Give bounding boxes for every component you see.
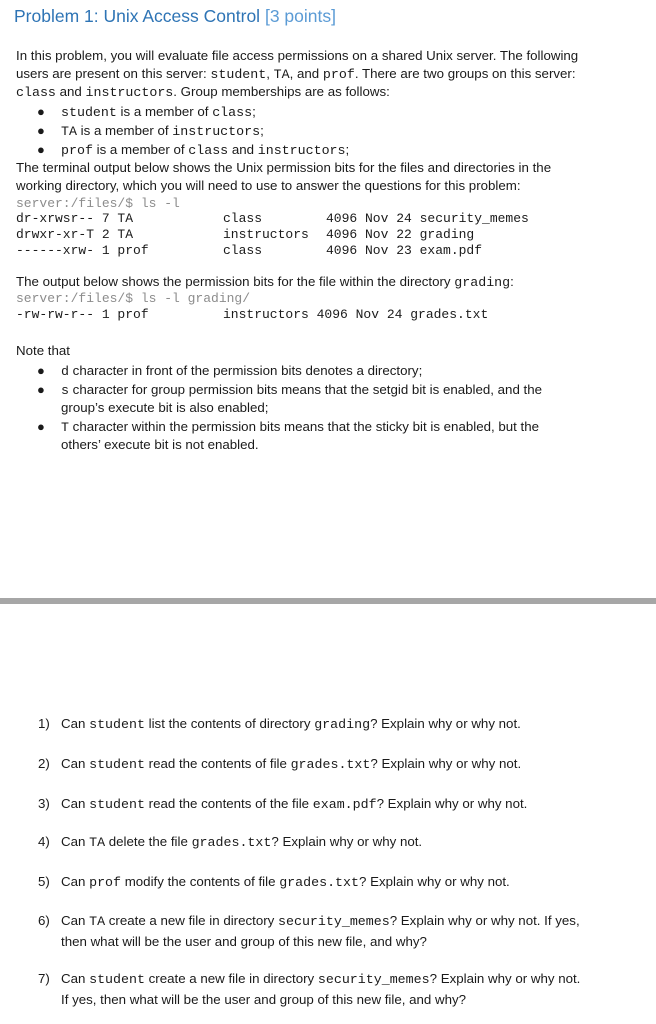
bullet-icon: ● xyxy=(37,382,45,397)
membership-text: is a member of xyxy=(116,104,213,119)
user-code: prof xyxy=(322,67,355,82)
q-code: grades.txt xyxy=(290,757,371,772)
q-code: grading xyxy=(314,717,371,732)
q-text: ? Explain why or why not. xyxy=(370,756,522,771)
dir-code: grading xyxy=(454,275,511,290)
intro-text: users are present on this server: xyxy=(16,66,207,81)
membership-item xyxy=(37,122,264,141)
q-code: exam.pdf xyxy=(312,797,377,812)
title-points: [3 points] xyxy=(264,6,336,26)
note-code: s xyxy=(61,383,69,398)
perm-bits: drwxr-xr-T 2 TA xyxy=(16,227,134,242)
terminal-intro-text: working directory, which you will need to use to answer the questions for this problem: xyxy=(16,178,521,193)
bullet-icon: ● xyxy=(37,104,45,119)
listing2-intro-text: The output below shows the permission bits for the file within the directory xyxy=(16,274,451,289)
q-text: ? Explain why or why not. xyxy=(370,716,521,731)
question-text xyxy=(61,969,604,1010)
question-number: 4) xyxy=(38,834,50,849)
q-text: list the contents of directory xyxy=(144,716,315,731)
group-size-date-name: instructors 4096 Nov 24 grades.txt xyxy=(223,307,489,322)
membership-text: is a member of xyxy=(76,123,173,138)
note-item-continued xyxy=(61,399,268,417)
q-code: grades.txt xyxy=(279,875,359,890)
question-number: 2) xyxy=(38,756,50,771)
question-item xyxy=(38,714,604,734)
punct: ; xyxy=(252,104,256,119)
title-main: Problem 1: Unix Access Control xyxy=(14,6,261,26)
note-item-continued xyxy=(61,436,259,454)
perm-bits: dr-xrwsr-- 7 TA xyxy=(16,211,134,226)
q-text: ? Explain why or why not. If yes, xyxy=(389,913,580,928)
q-code: TA xyxy=(89,914,106,929)
ls-listing xyxy=(16,307,576,325)
q-text: ? Explain why or why not. xyxy=(429,971,581,986)
q-code: grades.txt xyxy=(191,835,272,850)
q-text: ? Explain why or why not. xyxy=(358,874,510,889)
punct: ; xyxy=(345,142,350,157)
note-text: character for group permission bits means that the setgid bit is enabled, and the xyxy=(68,382,543,397)
membership-item xyxy=(37,141,349,160)
group-col: class xyxy=(223,211,263,226)
question-text xyxy=(61,872,604,893)
q-code: student xyxy=(89,757,145,772)
question-number: 3) xyxy=(38,796,50,811)
question-text xyxy=(61,754,604,775)
intro-text: . There are two groups on this server: xyxy=(354,66,576,81)
notes-heading: Note that xyxy=(16,343,70,358)
page-divider xyxy=(0,598,656,604)
q-code: prof xyxy=(89,875,122,890)
membership-text: is a member of xyxy=(92,142,189,157)
note-text: character in front of the permission bits denotes a directory; xyxy=(68,363,423,378)
note-item xyxy=(37,362,422,381)
question-text xyxy=(61,832,604,853)
size-date-name: 4096 Nov 23 exam.pdf xyxy=(326,243,483,258)
intro-text: . Group memberships are as follows: xyxy=(173,84,390,99)
terminal-prompt: server:/files/$ ls -l xyxy=(16,196,180,211)
q-text: Can xyxy=(61,756,90,771)
group-col: class xyxy=(223,243,263,258)
membership-text: and xyxy=(228,142,258,157)
terminal-intro-text: The terminal output below shows the Unix permission bits for the files and directories in the xyxy=(16,160,552,175)
group-code: instructors xyxy=(257,143,346,158)
note-text: group’s execute bit is also enabled; xyxy=(61,400,269,415)
bullet-icon: ● xyxy=(37,123,45,138)
bullet-icon: ● xyxy=(37,419,45,434)
terminal-intro-line-1 xyxy=(16,160,551,175)
question-text xyxy=(61,911,604,952)
intro-line-1 xyxy=(16,48,578,63)
punct: ; xyxy=(260,123,264,138)
terminal-intro-line-2 xyxy=(16,178,521,193)
question-text xyxy=(61,794,604,815)
note-item xyxy=(37,418,539,437)
user-code: prof xyxy=(61,143,93,158)
page-title xyxy=(14,6,336,27)
question-number: 1) xyxy=(38,716,50,731)
intro-text: In this problem, you will evaluate file access permissions on a shared Unix server. The following xyxy=(16,48,579,63)
perm-bits: ------xrw- 1 prof xyxy=(16,243,149,258)
terminal-prompt: server:/files/$ ls -l grading/ xyxy=(16,291,251,306)
question-number: 7) xyxy=(38,971,50,986)
q-code: security_memes xyxy=(317,972,430,987)
intro-line-2: users are present on this server: student, TA, and prof. There are two groups on this server: xyxy=(16,66,576,82)
q-text: read the contents of file xyxy=(144,756,291,771)
q-text: ? Explain why or why not. xyxy=(376,796,528,811)
group-code: class xyxy=(212,105,253,120)
q-text: Can xyxy=(61,834,90,849)
punct: : xyxy=(510,274,514,289)
q-text: modify the contents of file xyxy=(121,874,280,889)
q-text: Can xyxy=(61,796,90,811)
group-code: instructors xyxy=(85,85,174,100)
q-text: read the contents of the file xyxy=(144,796,313,811)
membership-item xyxy=(37,103,256,122)
user-code: TA xyxy=(273,67,290,82)
intro-text: , and xyxy=(289,66,320,81)
note-code: T xyxy=(61,420,69,435)
group-code: instructors xyxy=(172,124,261,139)
bullet-icon: ● xyxy=(37,142,45,157)
question-text xyxy=(61,714,604,735)
q-code: TA xyxy=(89,835,106,850)
question-number: 6) xyxy=(38,913,50,928)
question-item xyxy=(38,794,604,814)
size-date-name: 4096 Nov 24 security_memes xyxy=(326,211,529,226)
q-text: then what will be the user and group of this new file, and why? xyxy=(61,934,427,949)
user-code: student xyxy=(210,67,267,82)
note-item xyxy=(37,381,542,400)
q-text: create a new file in directory xyxy=(105,913,278,928)
group-code: class xyxy=(188,143,229,158)
q-text: delete the file xyxy=(105,834,192,849)
q-code: security_memes xyxy=(278,914,390,929)
question-item xyxy=(38,911,604,951)
intro-text: and xyxy=(59,84,82,99)
q-text: ? Explain why or why not. xyxy=(271,834,423,849)
group-code: class xyxy=(16,85,56,100)
listing2-intro xyxy=(16,274,514,290)
perm-bits: -rw-rw-r-- 1 prof xyxy=(16,307,149,322)
q-text: If yes, then what will be the user and group of this new file, and why? xyxy=(61,992,467,1007)
q-text: Can xyxy=(61,874,90,889)
q-text: Can xyxy=(61,716,90,731)
group-col: instructors xyxy=(223,227,309,242)
user-code: student xyxy=(61,105,117,120)
q-text: create a new file in directory xyxy=(144,971,318,986)
question-item xyxy=(38,832,604,852)
q-code: student xyxy=(89,717,145,732)
user-code: TA xyxy=(61,124,77,139)
note-text: character within the permission bits means that the sticky bit is enabled, but the xyxy=(68,419,540,434)
q-code: student xyxy=(89,797,145,812)
q-text: Can xyxy=(61,913,90,928)
q-code: student xyxy=(89,972,145,987)
question-item xyxy=(38,872,604,892)
note-code: d xyxy=(61,364,69,379)
bullet-icon: ● xyxy=(37,363,45,378)
ls-listing xyxy=(16,211,576,261)
question-number: 5) xyxy=(38,874,50,889)
q-text: Can xyxy=(61,971,90,986)
question-item xyxy=(38,754,604,774)
size-date-name: 4096 Nov 22 grading xyxy=(326,227,475,242)
question-item xyxy=(38,969,604,1009)
note-text: others’ execute bit is not enabled. xyxy=(61,437,259,452)
intro-line-3 xyxy=(16,84,390,100)
